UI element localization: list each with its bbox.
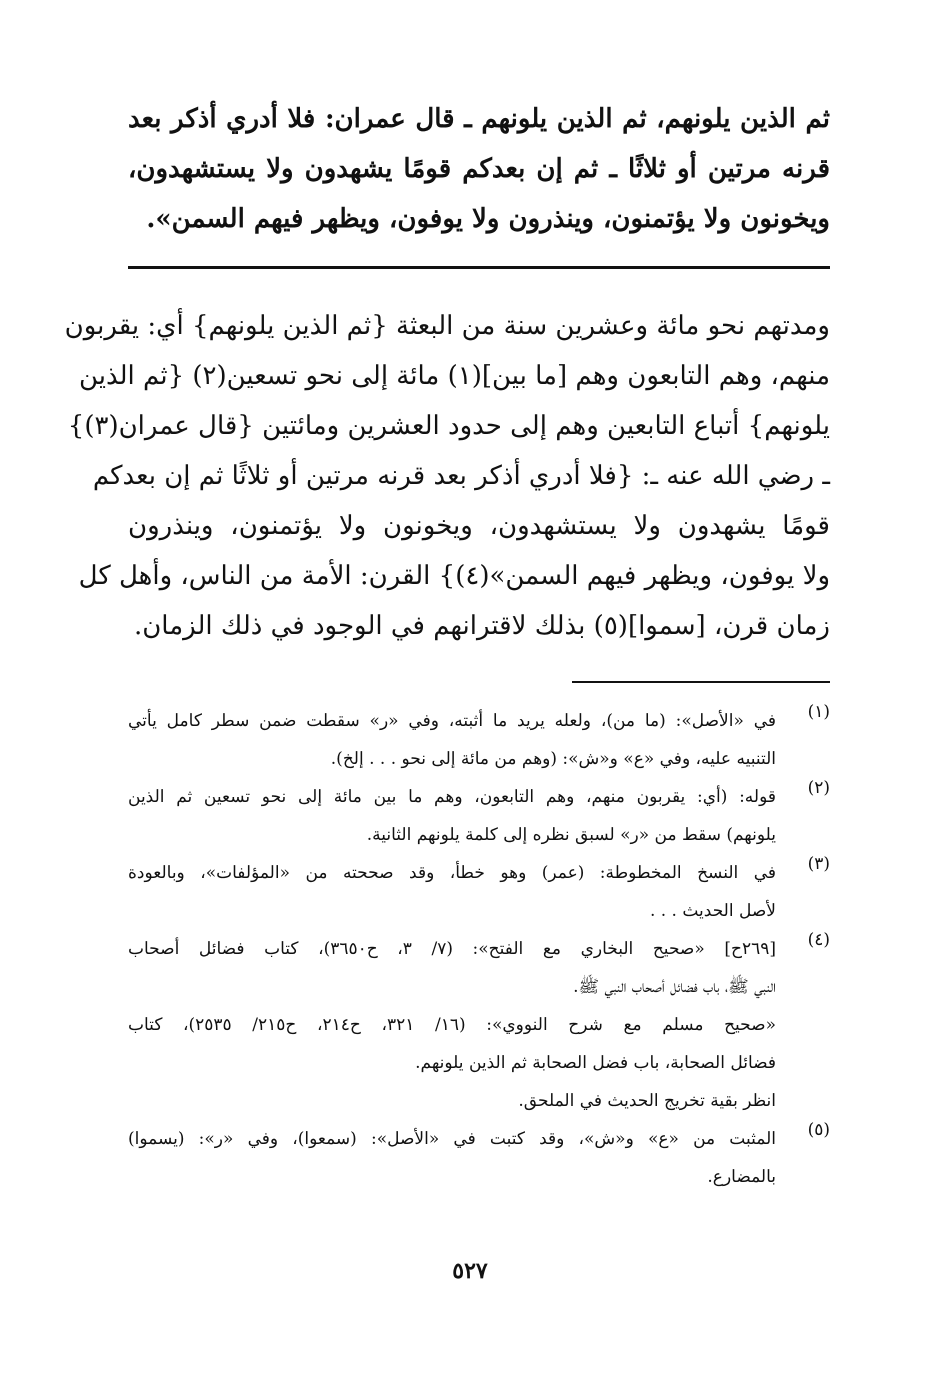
footnote-line: بالمضارع. [707, 1167, 776, 1187]
sharh-line: يلونهم} أتباع التابعين وهم إلى حدود العشرين ومائتين {قال عمران(٣)} [67, 411, 830, 441]
footnote-line: انظر بقية تخريج الحديث في الملحق. [518, 1091, 776, 1111]
footnote-line: يلونهم) سقط من «ر» لسبق نظره إلى كلمة يلونهم الثانية. [366, 825, 776, 845]
footnote-5 [128, 1120, 830, 1196]
matn-text [128, 94, 830, 244]
sharh-line: قومًا يشهدون ولا يستشهدون، ويخونون ولا يؤتمنون، وينذرون [128, 511, 830, 541]
matn-line: ثم الذين يلونهم، ثم الذين يلونهم ـ قال عمران: فلا أدري أذكر بعد [128, 104, 830, 134]
page-number: ٥٢٧ [452, 1258, 488, 1284]
footnote-number: (١) [807, 702, 830, 722]
sharh-line: منهم، وهم التابعون وهم [ما بين](١) مائة إلى نحو تسعين(٢) {ثم الذين [78, 361, 830, 391]
footnote-3 [128, 854, 830, 930]
matn-line: قرنه مرتين أو ثلاثًا ـ ثم إن بعدكم قومًا يشهدون ولا يستشهدون، [128, 154, 830, 184]
sharh-line: ـ رضي الله عنه ـ: {فلا أدري أذكر بعد قرنه مرتين أو ثلاثًا ثم إن بعدكم [92, 461, 830, 491]
footnote-2 [128, 778, 830, 854]
footnote-line: التنبيه عليه، وفي «ع» و«ش»: (وهم من مائة إلى نحو . . . إلخ). [330, 749, 776, 769]
sharh-text [64, 301, 830, 651]
footnote-line: في «الأصل»: (ما من)، ولعله يريد ما أثبته، وفي «ر» سقطت ضمن سطر كامل يأتي [128, 711, 776, 731]
sharh-line: زمان قرن، [سموا](٥) بذلك لاقترانهم في الوجود في ذلك الزمان. [133, 611, 830, 641]
footnote-number: (٤) [807, 930, 830, 950]
footnote-line: فضائل الصحابة، باب فضل الصحابة ثم الذين يلونهم. [415, 1053, 776, 1073]
footnote-4 [128, 930, 830, 1120]
footnote-line: «صحيح مسلم مع شرح النووي»: (١٦/ ٣٢١، ح٢١٤، ح٢١٥/ ٢٥٣٥)، كتاب [128, 1015, 776, 1035]
footnote-separator [572, 681, 830, 683]
footnote-number: (٥) [807, 1120, 830, 1140]
sharh-line: ومدتهم نحو مائة وعشرين سنة من البعثة {ثم الذين يلونهم} أي: يقربون [64, 311, 830, 341]
footnote-line: النبي ﷺ، باب فضائل أصحاب النبي ﷺ. [573, 977, 776, 997]
footnote-line: [٢٦٩ح] «صحيح البخاري مع الفتح»: (٧/ ٣، ح٣٦٥٠)، كتاب فضائل أصحاب [128, 939, 776, 959]
footnote-line: في النسخ المخطوطة: (عمر) وهو خطأ، وقد صححته من «المؤلفات»، وبالعودة [128, 863, 776, 883]
sharh-line: ولا يوفون، ويظهر فيهم السمن»(٤)} القرن: الأمة من الناس، وأهل كل [78, 561, 830, 591]
footnotes [128, 702, 830, 1196]
footnote-1 [128, 702, 830, 778]
footnote-number: (٣) [807, 854, 830, 874]
footnote-line: لأصل الحديث . . . [649, 901, 776, 921]
matn-separator [128, 266, 830, 269]
footnote-line: المثبت من «ع» و«ش»، وقد كتبت في «الأصل»: (سمعوا)، وفي «ر»: (يسموا) [128, 1129, 776, 1149]
matn-line: ويخونون ولا يؤتمنون، وينذرون ولا يوفون، ويظهر فيهم السمن». [146, 204, 830, 234]
footnote-line: قوله: (أي: يقربون منهم، وهم التابعون، وهم ما بين مائة إلى نحو تسعين ثم الذين [128, 787, 776, 807]
footnote-number: (٢) [807, 778, 830, 798]
